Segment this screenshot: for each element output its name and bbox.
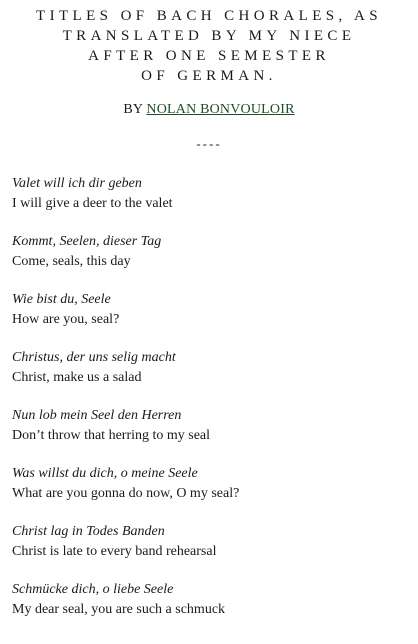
english-translation: What are you gonna do now, O my seal?	[12, 486, 240, 501]
chorale-list	[12, 174, 418, 620]
german-title: Christus, der uns selig macht	[12, 350, 176, 365]
section-divider: ----	[196, 136, 222, 151]
byline	[0, 102, 418, 118]
english-translation: I will give a deer to the valet	[12, 196, 173, 211]
title-line: AFTER ONE SEMESTER	[88, 48, 330, 64]
title-line: OF GERMAN.	[141, 68, 277, 84]
german-title: Christ lag in Todes Banden	[12, 524, 165, 539]
list-item	[12, 290, 418, 330]
english-translation: Come, seals, this day	[12, 254, 131, 269]
german-title: Schmücke dich, o liebe Seele	[12, 582, 174, 597]
english-translation: Christ is late to every band rehearsal	[12, 544, 217, 559]
english-translation: How are you, seal?	[12, 312, 120, 327]
author-link[interactable]: NOLAN BONVOULOIR	[146, 102, 295, 117]
german-title: Kommt, Seelen, dieser Tag	[12, 234, 162, 249]
list-item	[12, 580, 418, 620]
german-title: Was willst du dich, o meine Seele	[12, 466, 198, 481]
german-title: Wie bist du, Seele	[12, 292, 111, 307]
list-item	[12, 464, 418, 504]
list-item	[12, 232, 418, 272]
english-translation: Don’t throw that herring to my seal	[12, 428, 211, 443]
german-title: Valet will ich dir geben	[12, 176, 142, 191]
english-translation: Christ, make us a salad	[12, 370, 142, 385]
list-item	[12, 406, 418, 446]
title-line: TRANSLATED BY MY NIECE	[62, 28, 356, 44]
title-line: TITLES OF BACH CHORALES, AS	[36, 8, 382, 24]
byline-prefix: BY	[123, 102, 143, 117]
german-title: Nun lob mein Seel den Herren	[12, 408, 182, 423]
english-translation: My dear seal, you are such a schmuck	[12, 602, 226, 617]
article-title	[0, 0, 418, 86]
list-item	[12, 174, 418, 214]
list-item	[12, 522, 418, 562]
list-item	[12, 348, 418, 388]
